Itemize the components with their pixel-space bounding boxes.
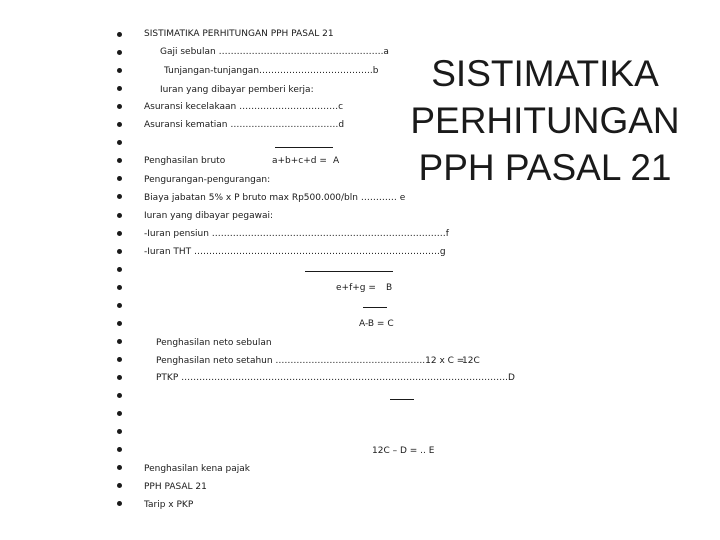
- line-iuran-tht: -Iuran THT ……………………………………………………………………….g: [144, 247, 446, 257]
- sum-rule-4: [390, 399, 414, 400]
- line-pengurangan: Pengurangan-pengurangan:: [144, 175, 271, 185]
- slide-title: [400, 50, 690, 191]
- slide-title-line-3: PPH PASAL 21: [418, 147, 672, 188]
- heading-line: SISTIMATIKA PERHITUNGAN PPH PASAL 21: [144, 29, 334, 39]
- formula-c: A-B = C: [359, 319, 394, 329]
- bullet-marker: [117, 501, 122, 506]
- line-tarip: Tarip x PKP: [144, 500, 194, 510]
- bullet-marker: [117, 140, 122, 145]
- result-b: B: [386, 283, 393, 293]
- bullet-marker: [117, 176, 122, 181]
- formula-e: 12C – D = .. E: [372, 446, 435, 456]
- line-iuran-pensiun: -Iuran pensiun ……………………………………………………………………f: [144, 229, 449, 239]
- result-12c: 12C: [462, 356, 480, 366]
- bullet-marker: [117, 267, 122, 272]
- bullet-marker: [117, 122, 122, 127]
- bullet-marker: [117, 194, 122, 199]
- bullet-marker: [117, 50, 122, 55]
- bullet-marker: [117, 231, 122, 236]
- bullet-marker: [117, 158, 122, 163]
- line-penghasilan-kena-pajak: Penghasilan kena pajak: [144, 464, 251, 474]
- bullet-marker: [117, 68, 122, 73]
- formula-b: e+f+g =: [336, 283, 376, 293]
- bullet-marker: [117, 86, 122, 91]
- bullet-marker: [117, 339, 122, 344]
- bullet-marker: [117, 213, 122, 218]
- bullet-marker: [117, 411, 122, 416]
- sum-rule-2: [305, 271, 393, 272]
- bullet-marker: [117, 357, 122, 362]
- bullet-marker: [117, 393, 122, 398]
- line-neto-setahun: Penghasilan neto setahun …………………………………………..12 x C =: [156, 356, 465, 366]
- bullet-marker: [117, 447, 122, 452]
- bullet-marker: [117, 303, 122, 308]
- bullet-marker: [117, 32, 122, 37]
- sum-rule-1: [275, 147, 333, 148]
- line-iuran-pegawai: Iuran yang dibayar pegawai:: [144, 211, 273, 221]
- slide-title-line-1: SISTIMATIKA: [431, 53, 659, 94]
- bullet-marker: [117, 429, 122, 434]
- line-penghasilan-bruto: Penghasilan bruto: [144, 156, 226, 166]
- bullet-marker: [117, 285, 122, 290]
- line-gaji-sebulan: Gaji sebulan ……………………………………………….a: [160, 47, 389, 57]
- line-neto-sebulan: Penghasilan neto sebulan: [156, 338, 272, 348]
- line-asuransi-kematian: Asuransi kematian ………………………………d: [144, 120, 345, 130]
- line-pph-pasal-21: PPH PASAL 21: [144, 482, 207, 492]
- line-asuransi-kecelakaan: Asuransi kecelakaan ……………………………c: [144, 102, 344, 112]
- bullet-marker: [117, 375, 122, 380]
- bullet-marker: [117, 249, 122, 254]
- sum-rule-3: [363, 307, 387, 308]
- result-a: A: [333, 156, 340, 166]
- line-iuran-pemberi-kerja: Iuran yang dibayar pemberi kerja:: [160, 85, 314, 95]
- bullet-marker: [117, 465, 122, 470]
- line-tunjangan: Tunjangan-tunjangan………………………………..b: [164, 66, 379, 76]
- bullet-marker: [117, 104, 122, 109]
- bullet-marker: [117, 483, 122, 488]
- bullet-marker: [117, 321, 122, 326]
- line-biaya-jabatan: Biaya jabatan 5% x P bruto max Rp500.000/bln ………… e: [144, 193, 406, 203]
- line-ptkp: PTKP ……………………………………………………………………………………………….D: [156, 373, 515, 383]
- slide-title-line-2: PERHITUNGAN: [410, 100, 680, 141]
- formula-bruto: a+b+c+d =: [272, 156, 327, 166]
